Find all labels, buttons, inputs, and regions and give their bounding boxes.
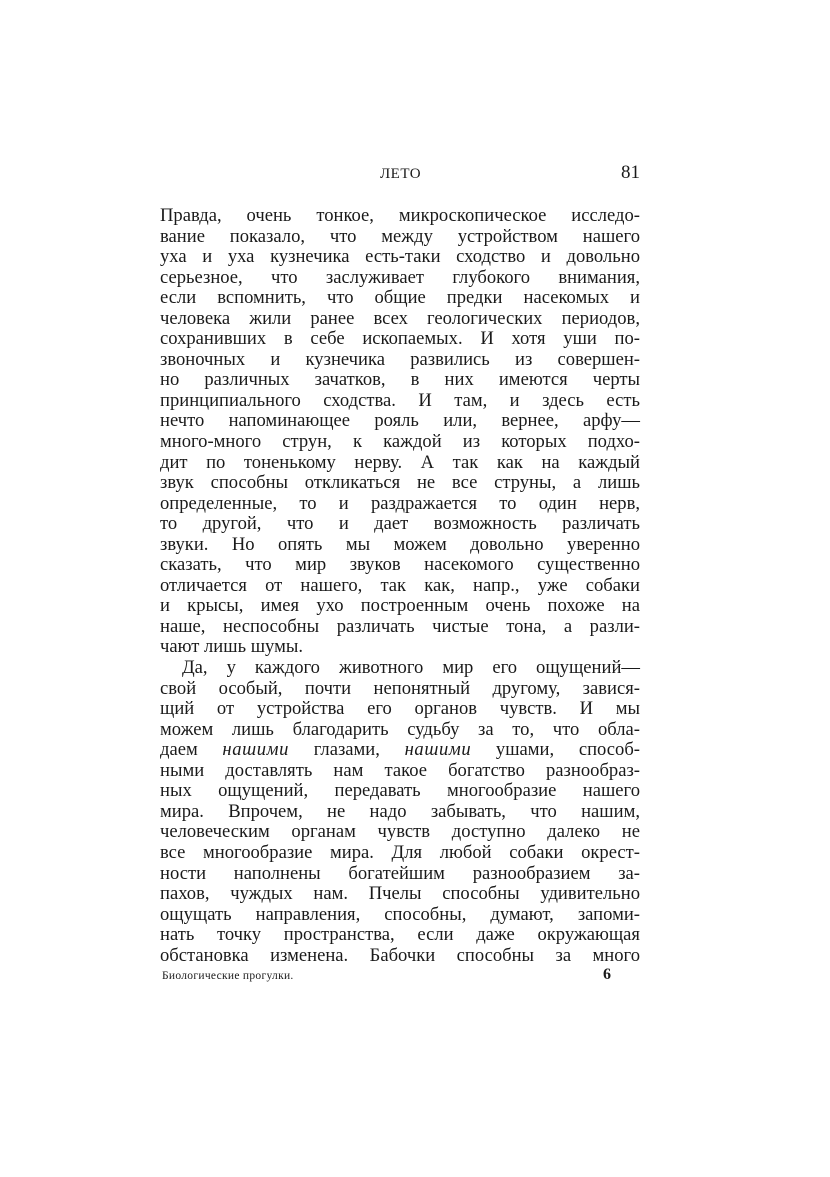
paragraph-start-line: Да, у каждого животного мир его ощущений— bbox=[182, 657, 640, 679]
text-line: ными доставлять нам такое богатство разнообраз- bbox=[160, 759, 640, 781]
text-line: мира. Впрочем, не надо забывать, что нашим, bbox=[160, 800, 640, 822]
text-line-with-emphasis bbox=[160, 740, 640, 761]
text-line: наше, неспособны различать чистые тона, а разли- bbox=[160, 615, 640, 637]
text-line: звук способны откликаться не все струны, а лишь bbox=[160, 472, 640, 494]
text-line: серьезное, что заслуживает глубокого внимания, bbox=[160, 266, 640, 288]
emphasized-word: нашими bbox=[404, 739, 472, 761]
text-line: человека жили ранее всех геологических периодов, bbox=[160, 307, 640, 329]
text-line: сказать, что мир звуков насекомого существенно bbox=[160, 554, 640, 576]
text-line: много-много струн, к каждой из которых подхо- bbox=[160, 431, 640, 453]
page-header bbox=[160, 162, 640, 194]
text-line: то другой, что и дает возможность различать bbox=[160, 513, 640, 535]
text-segment: ушами, способ- bbox=[471, 739, 640, 761]
text-line: пахов, чуждых нам. Пчелы способны удивительно bbox=[160, 883, 640, 905]
text-line: ных ощущений, передавать многообразие нашего bbox=[160, 780, 640, 802]
running-title: ЛЕТО bbox=[380, 166, 422, 182]
text-line: если вспомнить, что общие предки насекомых и bbox=[160, 287, 640, 309]
paragraph-end-line: чают лишь шумы. bbox=[160, 636, 303, 658]
text-line: свой особый, почти непонятный другому, завися- bbox=[160, 677, 640, 699]
text-line: можем лишь благодарить судьбу за то, что обла- bbox=[160, 718, 640, 740]
text-line: звоночных и кузнечика развились из совершен- bbox=[160, 348, 640, 370]
text-segment: даем bbox=[160, 739, 223, 761]
text-line: нечто напоминающее рояль или, вернее, арфу— bbox=[160, 410, 640, 432]
page-footer bbox=[160, 966, 640, 990]
text-line: отличается от нашего, так как, напр., уже собаки bbox=[160, 574, 640, 596]
page-number: 81 bbox=[621, 162, 640, 183]
text-line: ности наполнены богатейшим разнообразием за- bbox=[160, 862, 640, 884]
text-line: щий от устройства его органов чувств. И мы bbox=[160, 698, 640, 720]
text-line: Правда, очень тонкое, микроскопическое исследо- bbox=[160, 205, 640, 226]
text-line: дит по тоненькому нерву. А так как на каждый bbox=[160, 451, 640, 473]
text-line: определенные, то и раздражается то один нерв, bbox=[160, 492, 640, 514]
text-line: уха и уха кузнечика есть-таки сходство и довольно bbox=[160, 246, 640, 268]
text-line: и крысы, имея ухо построенным очень похоже на bbox=[160, 595, 640, 617]
text-segment: глазами, bbox=[289, 739, 405, 761]
text-line: звуки. Но опять мы можем довольно уверенно bbox=[160, 533, 640, 555]
text-line: обстановка изменена. Бабочки способны за много bbox=[160, 944, 640, 966]
text-line: принципиального сходства. И там, и здесь есть bbox=[160, 389, 640, 411]
text-line: ощущать направления, способны, думают, запоми- bbox=[160, 903, 640, 925]
text-line: человеческим органам чувств доступно далеко не bbox=[160, 821, 640, 843]
text-line: нать точку пространства, если даже окружающая bbox=[160, 924, 640, 946]
text-line: все многообразие мира. Для любой собаки окрест- bbox=[160, 841, 640, 863]
text-line: но различных зачатков, в них имеются черты bbox=[160, 369, 640, 391]
text-line: сохранивших в себе ископаемых. И хотя уши по- bbox=[160, 328, 640, 350]
body-text bbox=[160, 206, 640, 966]
text-line: вание показало, что между устройством нашего bbox=[160, 225, 640, 247]
sheet-number: 6 bbox=[603, 966, 611, 983]
emphasized-word: нашими bbox=[222, 739, 290, 761]
book-signature: Биологические прогулки. bbox=[162, 970, 294, 982]
